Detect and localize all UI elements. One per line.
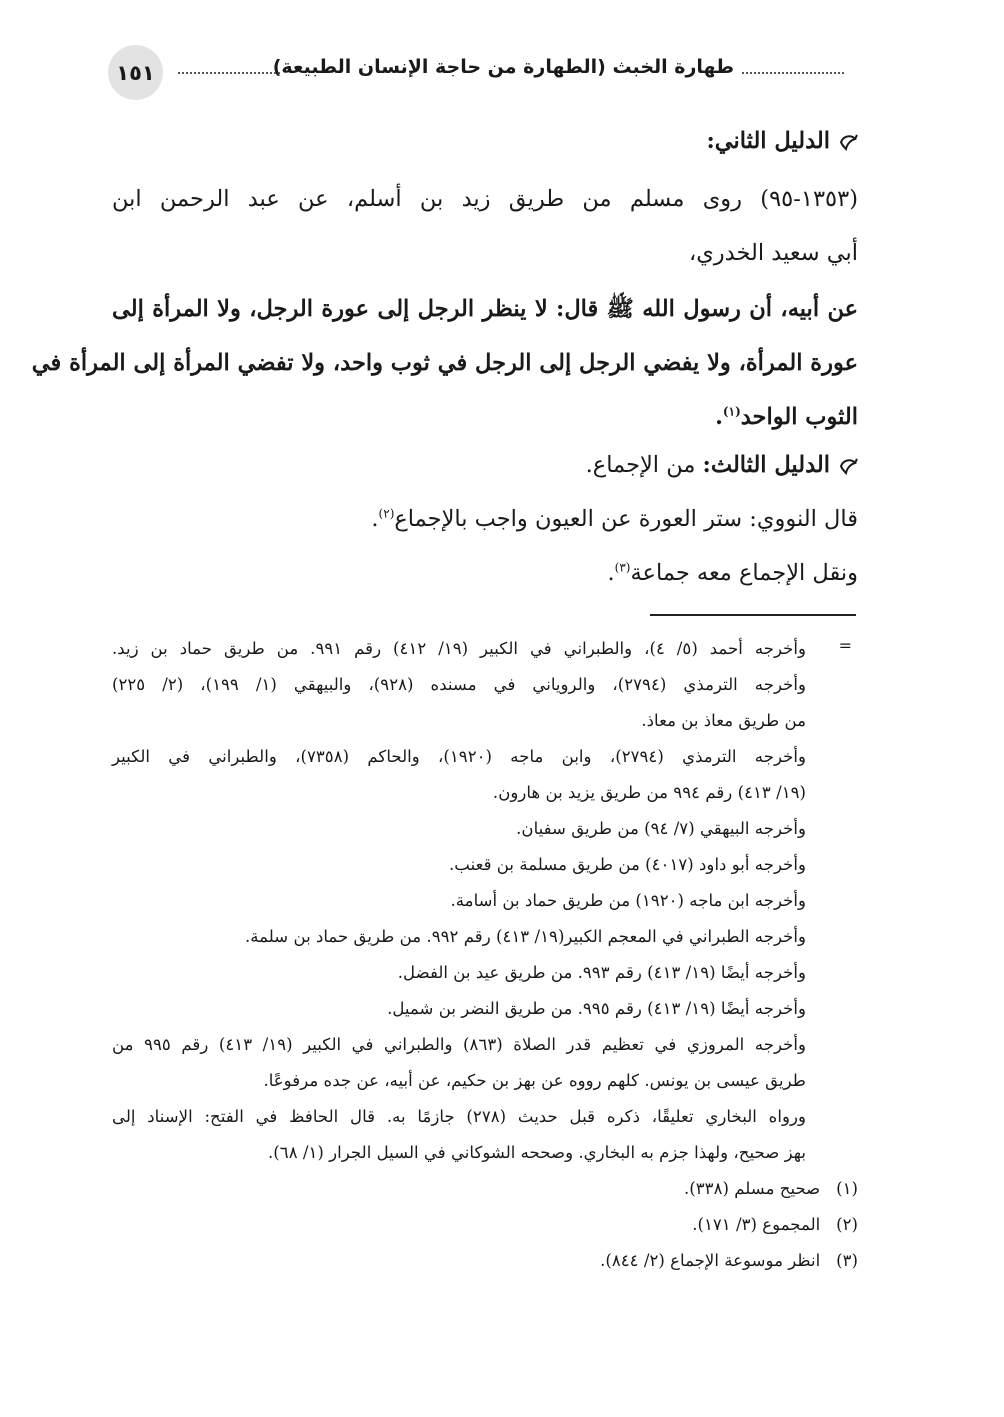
heading-second-evidence	[706, 120, 858, 162]
footnote-number: (٣)	[836, 1251, 858, 1270]
hadith-chain-line-2: أبي سعيد الخدري،	[688, 240, 858, 266]
heading-third-evidence	[586, 444, 858, 486]
hadith-matn-line-2: عورة المرأة، ولا يفضي الرجل إلى الرجل في ثوب واحد، ولا تفضي المرأة إلى المرأة في	[31, 350, 858, 376]
footnote-line: وأخرجه أحمد (٥/ ٤)، والطبراني في الكبير (١٩/ ٤١٢) رقم ٩٩١. من طريق حماد بن زيد.	[112, 639, 807, 658]
nawawi-quote	[371, 498, 858, 540]
footnote-line: (١٩/ ٤١٣) رقم ٩٩٤ من طريق يزيد بن هارون.	[492, 783, 806, 802]
footnote-number: (١)	[836, 1179, 858, 1198]
heading-rest: من الإجماع.	[585, 452, 703, 478]
footnote-text: المجموع (٣/ ١٧١).	[692, 1215, 821, 1234]
footnote-text: صحيح مسلم (٣٣٨).	[684, 1179, 821, 1198]
period: .	[715, 404, 723, 430]
heading-text: الدليل الثالث:	[702, 452, 830, 478]
footnote-line: وأخرجه الترمذي (٢٧٩٤)، وابن ماجه (١٩٢٠)، والحاكم (٧٣٥٨)، والطبراني في الكبير	[112, 747, 806, 766]
footnote-line: ورواه البخاري تعليقًا، ذكره قبل حديث (٢٧٨) جازمًا به. قال الحافظ في الفتح: الإسناد إلى	[112, 1107, 806, 1126]
footnote-separator	[650, 614, 856, 616]
header-dots-right	[742, 72, 844, 74]
footnote-line: وأخرجه أيضًا (١٩/ ٤١٣) رقم ٩٩٥. من طريق النضر بن شميل.	[387, 999, 806, 1018]
footnote-line: وأخرجه ابن ماجه (١٩٢٠) من طريق حماد بن أسامة.	[450, 891, 806, 910]
footnote-number: (٢)	[836, 1215, 858, 1234]
leaf-bullet-icon	[838, 456, 858, 476]
footnote-text: انظر موسوعة الإجماع (٢/ ٨٤٤).	[600, 1251, 821, 1270]
footnote-ref-3: (٣)	[614, 560, 631, 575]
running-header-title: طهارة الخبث (الطهارة من حاجة الإنسان الطبيعة)	[272, 56, 734, 78]
footnote-2	[692, 1208, 858, 1242]
quote-text: قال النووي: ستر العورة عن العيون واجب بالإجماع	[394, 506, 858, 532]
matn-text: الثوب الواحد	[740, 404, 858, 430]
period: .	[607, 560, 615, 586]
hadith-matn-line-3	[715, 396, 858, 438]
footnote-line: من طريق معاذ بن معاذ.	[641, 711, 806, 730]
footnote-line: طريق عيسى بن يونس. كلهم رووه عن بهز بن حكيم، عن أبيه، عن جده مرفوعًا.	[263, 1071, 806, 1090]
ijma-statement	[607, 552, 858, 594]
leaf-bullet-icon	[838, 132, 858, 152]
footnote-line: وأخرجه البيهقي (٧/ ٩٤) من طريق سفيان.	[516, 819, 806, 838]
footnote-1	[684, 1172, 858, 1206]
statement-text: ونقل الإجماع معه جماعة	[630, 560, 858, 586]
footnote-line: وأخرجه أبو داود (٤٠١٧) من طريق مسلمة بن قعنب.	[449, 855, 806, 874]
header-dots-left	[178, 72, 280, 74]
period: .	[371, 506, 379, 532]
hadith-matn-line-1: عن أبيه، أن رسول الله ﷺ قال: لا ينظر الرجل إلى عورة الرجل، ولا المرأة إلى	[112, 296, 858, 322]
footnote-line: وأخرجه الطبراني في المعجم الكبير(١٩/ ٤١٣) رقم ٩٩٢. من طريق حماد بن سلمة.	[245, 927, 806, 946]
footnote-line: بهز صحيح، ولهذا جزم به البخاري. وصححه الشوكاني في السيل الجرار (١/ ٦٨).	[268, 1143, 806, 1162]
footnote-ref-1: (١)	[722, 404, 741, 419]
page-number: ١٥١	[108, 45, 163, 100]
heading-text: الدليل الثاني:	[706, 128, 830, 154]
continuation-mark: =	[838, 636, 852, 655]
footnote-ref-2: (٢)	[378, 506, 395, 521]
footnote-3	[600, 1244, 858, 1278]
footnote-line: وأخرجه أيضًا (١٩/ ٤١٣) رقم ٩٩٣. من طريق عيد بن الفضل.	[397, 963, 806, 982]
hadith-chain-line-1: (١٣٥٣-٩٥) روى مسلم من طريق زيد بن أسلم، عن عبد الرحمن ابن	[112, 186, 858, 212]
footnote-line: وأخرجه الترمذي (٢٧٩٤)، والروياني في مسنده (٩٢٨)، والبيهقي (١/ ١٩٩)، (٢/ ٢٢٥)	[112, 675, 806, 694]
footnote-line: وأخرجه المروزي في تعظيم قدر الصلاة (٨٦٣) والطبراني في الكبير (١٩/ ٤١٣) رقم ٩٩٥ من	[112, 1035, 807, 1054]
